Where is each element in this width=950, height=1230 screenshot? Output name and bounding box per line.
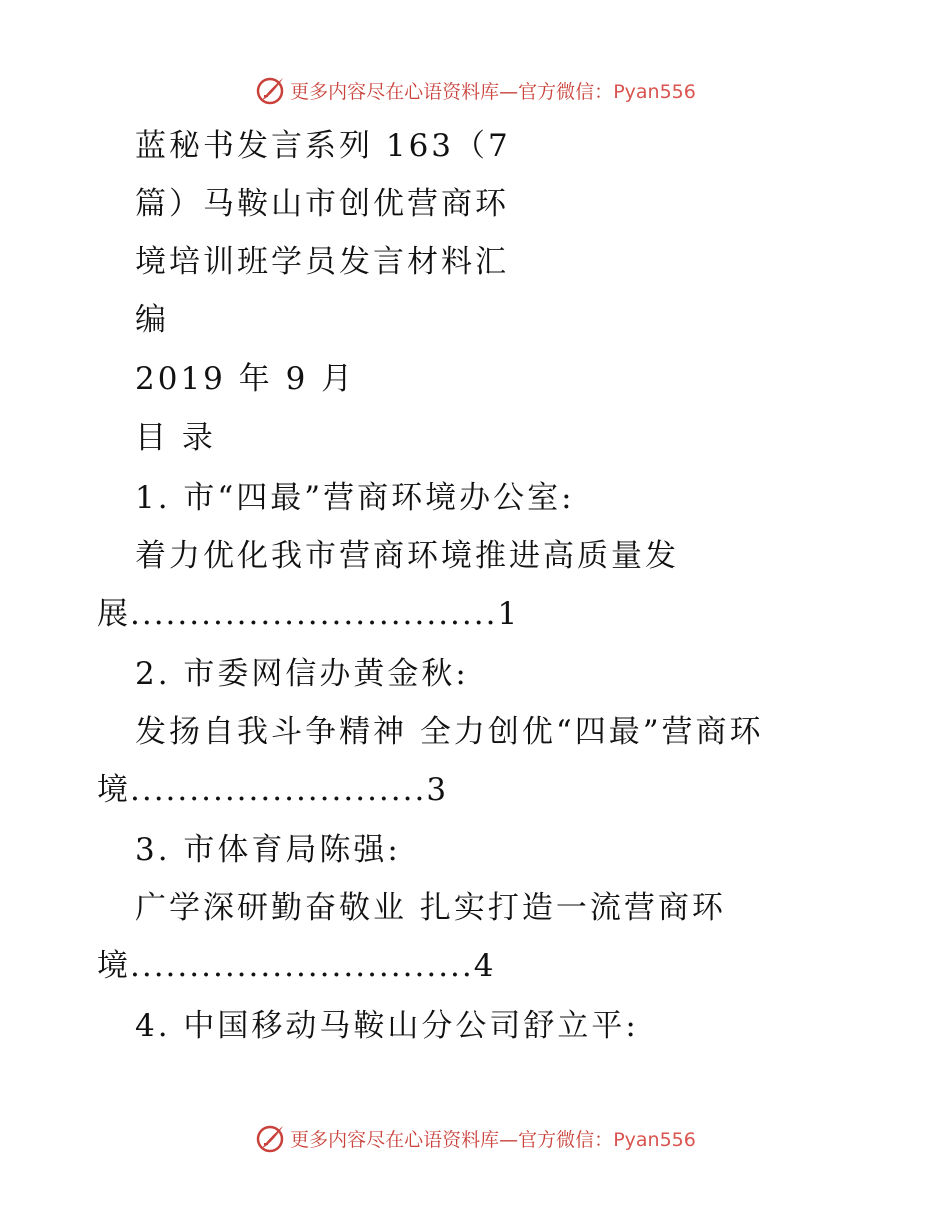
document-title-line-2: 篇）马鞍山市创优营商环 bbox=[135, 186, 509, 222]
document-date: 2019 年 9 月 bbox=[135, 361, 356, 397]
document-title-line-3: 境培训班学员发言材料汇 bbox=[135, 244, 509, 280]
quill-logo-icon bbox=[254, 74, 286, 106]
toc-entry-3-title: 广学深研勤奋敬业 扎实打造一流营商环 bbox=[135, 890, 726, 926]
toc-entry-1-title: 着力优化我市营商环境推进高质量发 bbox=[135, 538, 679, 574]
toc-entry-1-author: 1. 市“四最”营商环境办公室: bbox=[135, 480, 575, 516]
toc-entry-1-page: 展...............................1 bbox=[97, 596, 520, 632]
watermark-text: 更多内容尽在心语资料库—官方微信：Pyan556 bbox=[290, 1128, 696, 1151]
watermark-banner-top bbox=[0, 70, 950, 110]
toc-entry-2-author: 2. 市委网信办黄金秋: bbox=[135, 656, 469, 692]
toc-entry-2-title: 发扬自我斗争精神 全力创优“四最”营商环 bbox=[135, 714, 764, 750]
toc-entry-2-page: 境.........................3 bbox=[97, 772, 449, 808]
toc-entry-3-page: 境.............................4 bbox=[97, 948, 496, 984]
watermark-banner-bottom bbox=[0, 1118, 950, 1158]
document-title-line-4: 编 bbox=[135, 302, 169, 338]
quill-logo-icon bbox=[254, 1122, 286, 1154]
toc-entry-3-author: 3. 市体育局陈强: bbox=[135, 832, 401, 868]
document-title-line-1: 蓝秘书发言系列 163（7 bbox=[135, 128, 511, 164]
toc-entry-4-author: 4. 中国移动马鞍山分公司舒立平: bbox=[135, 1008, 639, 1044]
toc-heading: 目 录 bbox=[135, 420, 216, 456]
watermark-text: 更多内容尽在心语资料库—官方微信：Pyan556 bbox=[290, 80, 696, 103]
